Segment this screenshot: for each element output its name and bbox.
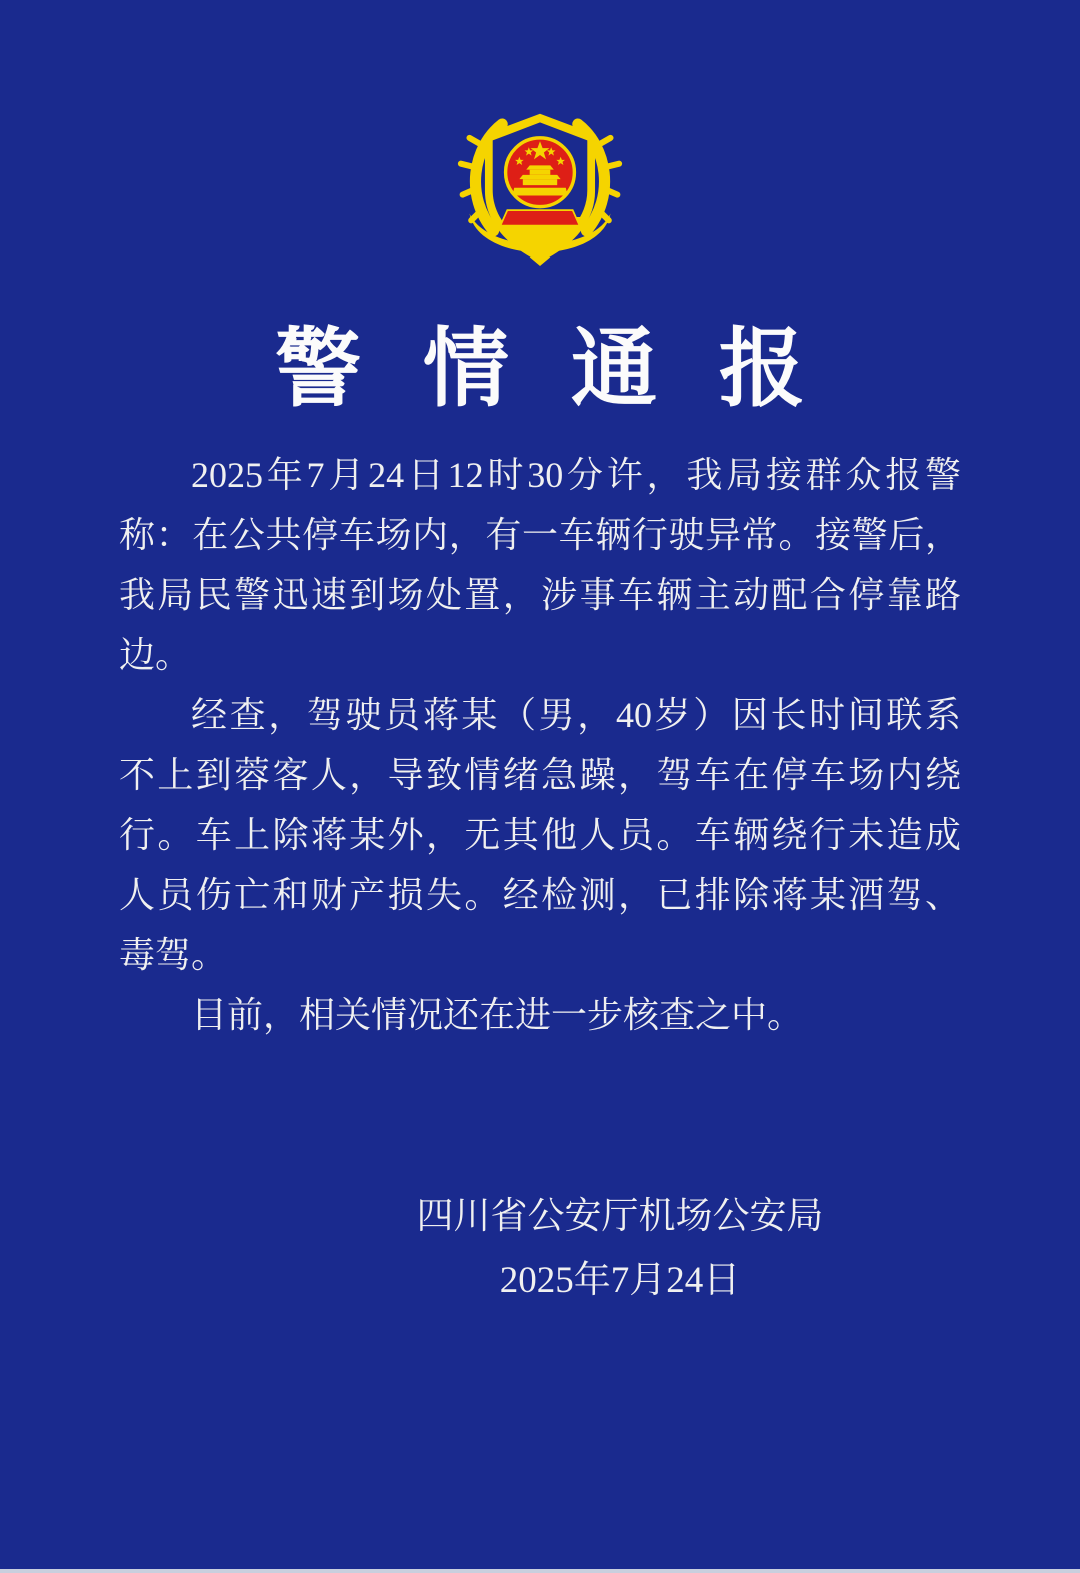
signature-block: [80, 1185, 1080, 1313]
paragraph: [119, 685, 961, 985]
issuer-name: 四川省公安厅机场公安局: [416, 1195, 824, 1237]
notice-line: 2025年7月24日12时30分许，我局接群众报警: [191, 454, 961, 495]
notice-line: 目前，相关情况还在进一步核查之中。: [191, 994, 804, 1035]
police-badge-icon: [454, 94, 626, 272]
screenshot-bottom-edge: [0, 1569, 1080, 1573]
paragraph: [119, 445, 961, 685]
notice-body: [119, 445, 961, 1045]
notice-line: 我局民警迅速到场处置，涉事车辆主动配合停靠路: [119, 574, 961, 615]
notice-line: 不上到蓉客人，导致情绪急躁，驾车在停车场内绕: [119, 754, 961, 795]
notice-line: 人员伤亡和财产损失。经检测，已排除蒋某酒驾、: [119, 874, 961, 915]
notice-line: 行。车上除蒋某外，无其他人员。车辆绕行未造成: [119, 814, 961, 855]
notice-line: 边。: [119, 634, 192, 675]
page-title: 警情通报: [275, 321, 867, 417]
notice-line: 毒驾。: [119, 934, 228, 975]
issue-date: 2025年7月24日: [499, 1259, 741, 1301]
emblem-container: [0, 0, 1080, 272]
notice-line: 称：在公共停车场内，有一车辆行驶异常。接警后，: [119, 514, 961, 555]
notice-line: 经查，驾驶员蒋某（男，40岁）因长时间联系: [191, 694, 961, 735]
paragraph: [119, 985, 961, 1045]
